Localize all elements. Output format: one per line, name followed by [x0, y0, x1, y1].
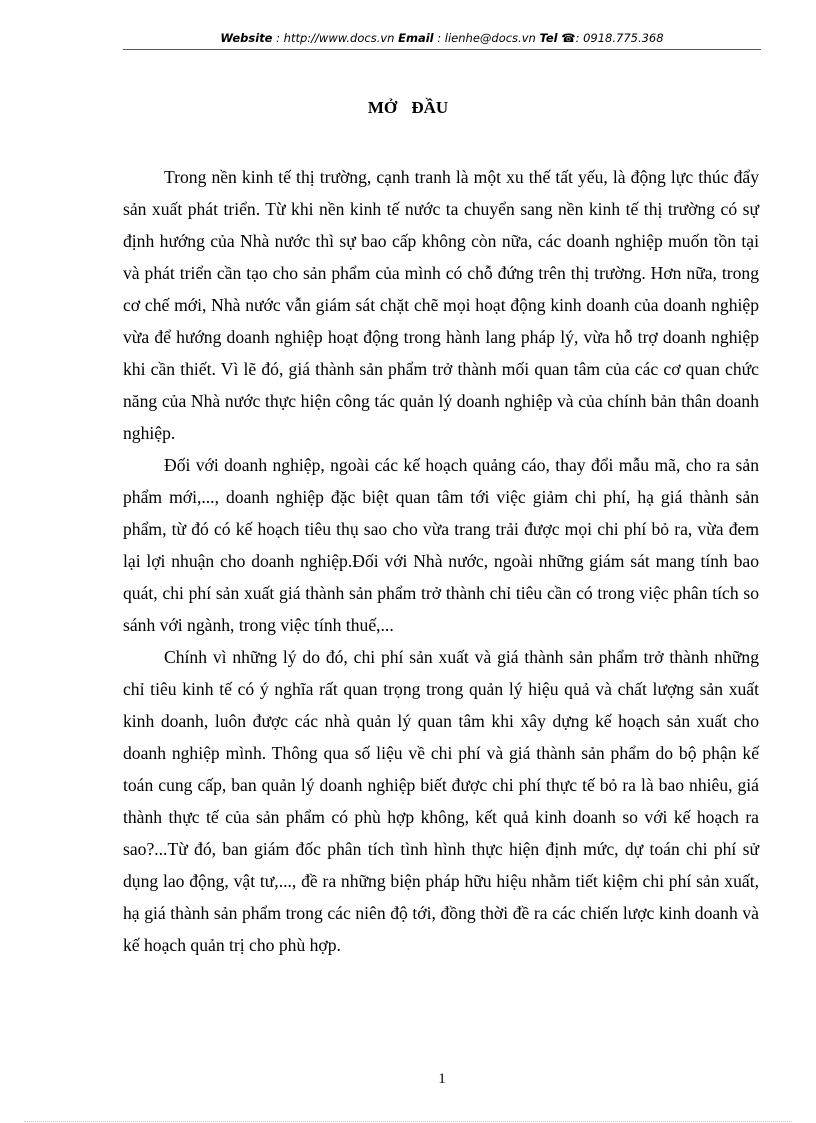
website-url[interactable]: : http://www.docs.vn [276, 31, 395, 45]
page-number: 1 [438, 1071, 446, 1087]
paragraph-2: Đối với doanh nghiệp, ngoài các kế hoạch quảng cáo, thay đổi mẫu mã, cho ra sản phẩm mới,..., doanh nghiệp đặc biệt quan tâm tới việc giảm chi phí, hạ giá thành sản phẩm, từ đó có kế hoạch tiêu thụ sao cho vừa trang trải được mọi chi phí bỏ ra, vừa đem lại lợi nhuận cho doanh nghiệp.Đối với Nhà nước, ngoài những giám sát mang tính bao quát, chi phí sản xuất giá thành sản phẩm trở thành chỉ tiêu cần có trong việc phân tích so sánh với ngành, trong việc tính thuế,... [123, 455, 759, 635]
email-label: Email [398, 31, 434, 45]
page-header [123, 30, 761, 46]
website-label: Website [220, 31, 273, 45]
header-divider [123, 49, 761, 50]
document-body [123, 161, 759, 961]
document-title: MỞ ĐẦU [367, 98, 449, 117]
tel-number: : 0918.775.368 [575, 31, 664, 45]
paragraph-3: Chính vì những lý do đó, chi phí sản xuất và giá thành sản phẩm trở thành những chỉ tiêu kinh tế có ý nghĩa rất quan trọng trong quản lý hiệu quả và chất lượng sản xuất kinh doanh, luôn được các nhà quản lý quan tâm khi xây dựng kế hoạch sản xuất cho doanh nghiệp mình. Thông qua số liệu về chi phí và giá thành sản phẩm do bộ phận kế toán cung cấp, ban quản lý doanh nghiệp biết được chi phí thực tế bỏ ra là bao nhiêu, giá thành thực tế của sản phẩm có phù hợp không, kết quả kinh doanh so với kế hoạch ra sao?...Từ đó, ban giám đốc phân tích tình hình thực hiện định mức, dự toán chi phí sử dụng lao động, vật tư,..., đề ra những biện pháp hữu hiệu nhằm tiết kiệm chi phí sản xuất, hạ giá thành sản phẩm trong các niên độ tới, đồng thời đề ra các chiến lược kinh doanh và kế hoạch quản trị cho phù hợp. [123, 647, 759, 955]
email-address[interactable]: : lienhe@docs.vn [437, 31, 536, 45]
paragraph-1: Trong nền kinh tế thị trường, cạnh tranh là một xu thế tất yếu, là động lực thúc đẩy sản xuất phát triển. Từ khi nền kinh tế nước ta chuyển sang nền kinh tế thị trường có sự định hướng của Nhà nước thì sự bao cấp không còn nữa, các doanh nghiệp muốn tồn tại và phát triển cần tạo cho sản phẩm của mình có chỗ đứng trên thị trường. Hơn nữa, trong cơ chế mới, Nhà nước vẫn giám sát chặt chẽ mọi hoạt động kinh doanh của doanh nghiệp vừa để hướng doanh nghiệp hoạt động trong hành lang pháp lý, vừa hỗ trợ doanh nghiệp khi cần thiết. Vì lẽ đó, giá thành sản phẩm trở thành mối quan tâm của các cơ quan chức năng của Nhà nước thực hiện công tác quản lý doanh nghiệp và của chính bản thân doanh nghiệp. [123, 167, 759, 443]
page-bottom-divider [24, 1121, 792, 1122]
phone-icon: ☎ [561, 31, 576, 45]
tel-label: Tel [539, 31, 558, 45]
